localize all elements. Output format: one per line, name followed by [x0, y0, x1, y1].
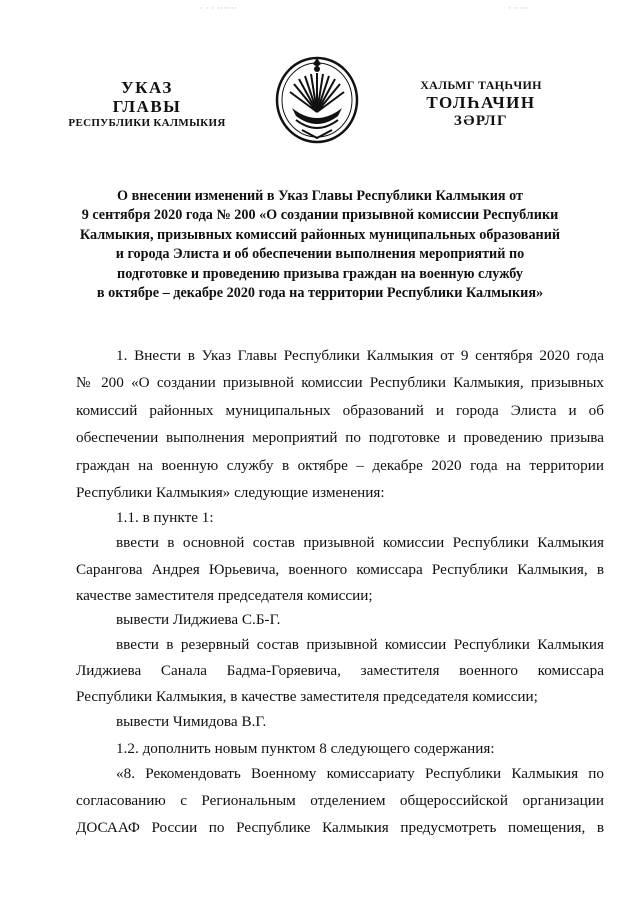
title-line: подготовке и проведению призыва граждан на военную службу: [117, 265, 523, 282]
header-left-line3: РЕСПУБЛИКИ КАЛМЫКИЯ: [68, 117, 226, 129]
body-line: № 200 «О создании призывной комиссии Республики Калмыкия, призывных: [76, 374, 604, 391]
body-line: Республики Калмыкия» следующие изменения:: [76, 484, 385, 501]
body-line: комиссий районных муниципальных образований и города Элиста и об: [76, 402, 604, 419]
body-line: ввести в основной состав призывной комиссии Республики Калмыкия: [116, 534, 604, 551]
title-line: Калмыкия, призывных комиссий районных муниципальных образований: [79, 226, 561, 243]
body-line: ДОСААФ России по Республике Калмыкия предусмотреть помещения, в: [76, 819, 604, 836]
body-line: «8. Рекомендовать Военному комиссариату Республики Калмыкия по: [116, 765, 604, 782]
title-line: и города Элиста и об обеспечении выполнения мероприятий по: [115, 246, 525, 263]
header-left-line2: ГЛАВЫ: [112, 97, 182, 116]
body-line: вывести Чимидова В.Г.: [116, 713, 267, 730]
body-line: качестве заместителя председателя комиссии;: [76, 587, 373, 604]
document-title: [40, 187, 600, 303]
body-line: обеспечении выполнения мероприятий по подготовке и проведению призыва: [76, 429, 604, 446]
body-line: вывести Лиджиева С.Б-Г.: [116, 611, 281, 628]
header-right: [386, 78, 576, 131]
body-line: ввести в резервный состав призывной комиссии Республики Калмыкия: [116, 636, 604, 653]
header-right-line3: ЗӘРЛГ: [453, 113, 509, 129]
coat-of-arms-emblem: [272, 50, 362, 146]
scan-noise: · · · ·······: [200, 4, 238, 14]
title-line: 9 сентября 2020 года № 200 «О создании призывной комиссии Республики: [81, 207, 559, 224]
header-right-line1: ХАЛЬМГ ТАҢҺЧИН: [420, 78, 542, 92]
body-line: 1. Внести в Указ Главы Республики Калмыкия от 9 сентября 2020 года: [116, 347, 604, 364]
body-line: Сарангова Андрея Юрьевича, военного комиссара Республики Калмыкия, в: [76, 561, 604, 578]
body-line: граждан на военную службу в октябре – декабре 2020 года на территории: [76, 457, 604, 474]
header-right-line2: ТОЛҺАЧИН: [426, 93, 536, 112]
body-line: Лиджиева Санала Бадма-Горяевича, заместителя военного комиссара: [76, 662, 604, 679]
body-line: 1.1. в пункте 1:: [116, 509, 214, 526]
scan-noise: · ·····: [508, 4, 529, 14]
title-line: О внесении изменений в Указ Главы Республики Калмыкия от: [117, 188, 523, 204]
header-left: [52, 78, 242, 131]
body-line: согласованию с Региональным отделением общероссийской организации: [76, 792, 604, 809]
title-line: в октябре – декабре 2020 года на территории Республики Калмыкия»: [96, 285, 544, 302]
header-left-line1: УКАЗ: [121, 78, 173, 97]
body-line: Республики Калмыкия, в качестве заместителя председателя комиссии;: [76, 688, 538, 705]
body-line: 1.2. дополнить новым пунктом 8 следующего содержания:: [116, 740, 495, 757]
